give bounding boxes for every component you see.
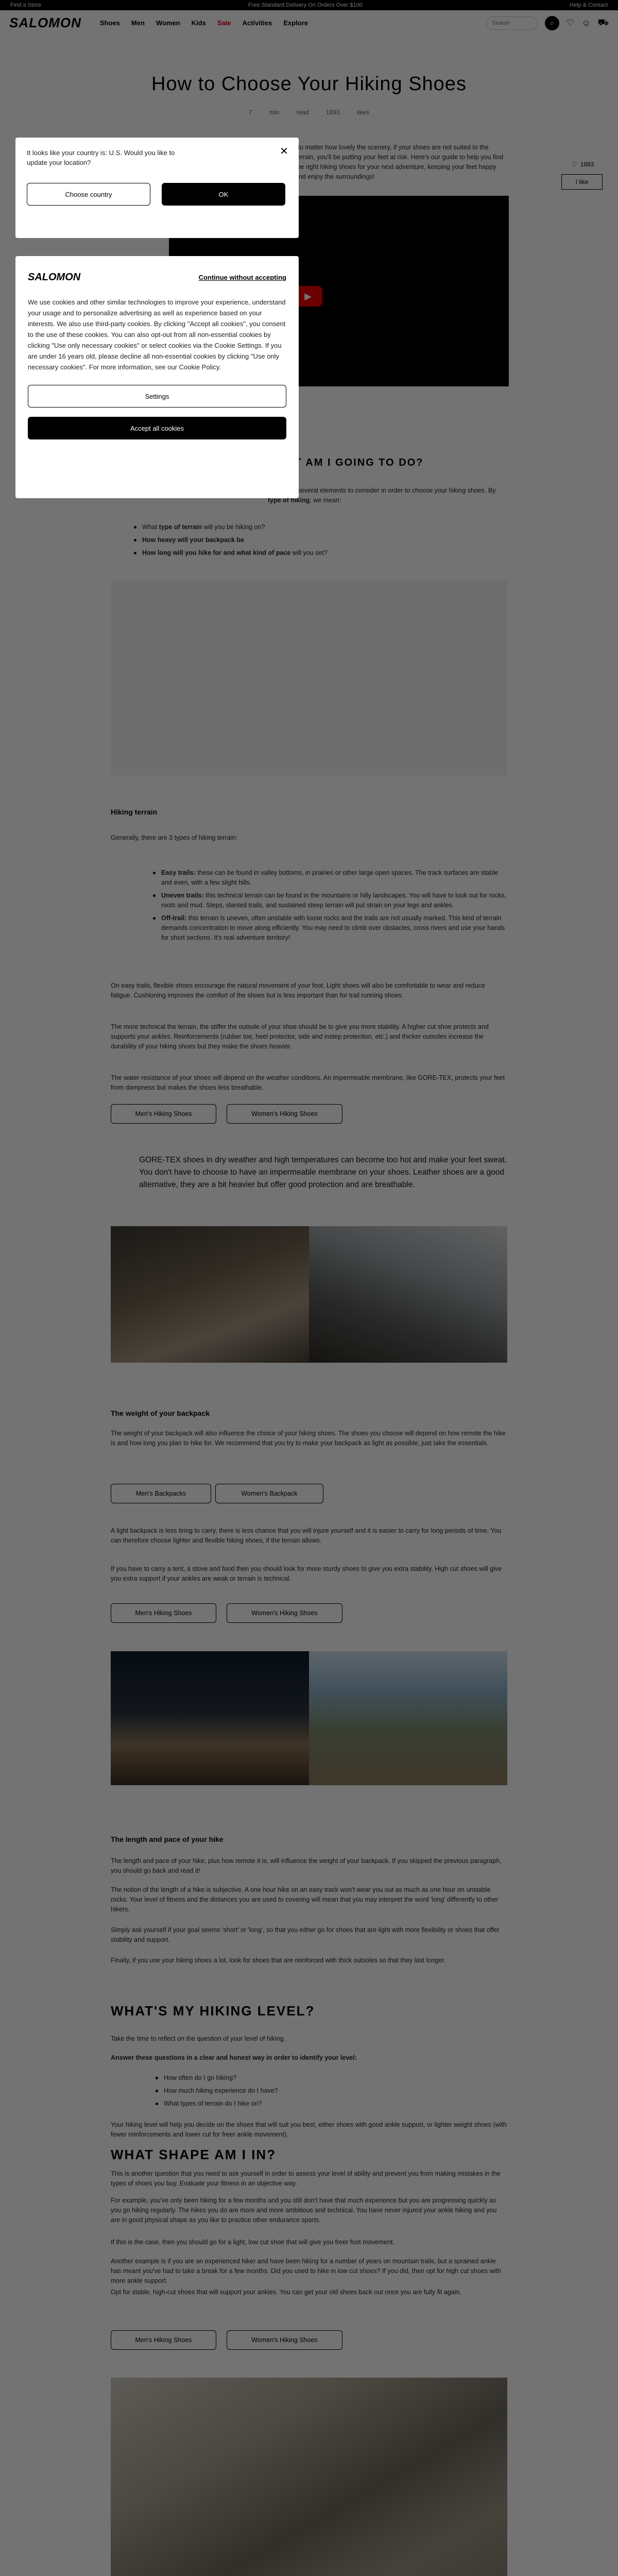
cookie-settings-button[interactable]: Settings	[28, 385, 286, 408]
accept-all-cookies-button[interactable]: Accept all cookies	[28, 417, 286, 439]
country-modal-text: It looks like your country is: U.S. Would you like to update your location?	[27, 149, 175, 166]
cookie-modal-text: We use cookies and other similar technologies to improve your experience, understand your usage and to personalize advertising as well as experience based on your interests. We also use third-party cookies. By clicking "Accept all cookies", you consent to the use of these cookies. You can also opt-out from all non-essential cookies by clicking "Use only necessary cookies" or select cookies via the Cookie Settings. If you are under 16 years old, please decline all non-essential cookies by clicking "Use only necessary cookies". For more information, see our Cookie Policy.	[28, 298, 286, 371]
cookie-modal	[15, 256, 299, 498]
ok-button[interactable]: OK	[162, 183, 285, 206]
continue-without-accepting-link[interactable]: Continue without accepting	[198, 274, 286, 281]
choose-country-button[interactable]: Choose country	[27, 183, 150, 206]
close-icon[interactable]: ✕	[280, 146, 288, 157]
cookie-modal-logo: SALOMON	[28, 272, 81, 283]
country-modal	[15, 138, 299, 238]
